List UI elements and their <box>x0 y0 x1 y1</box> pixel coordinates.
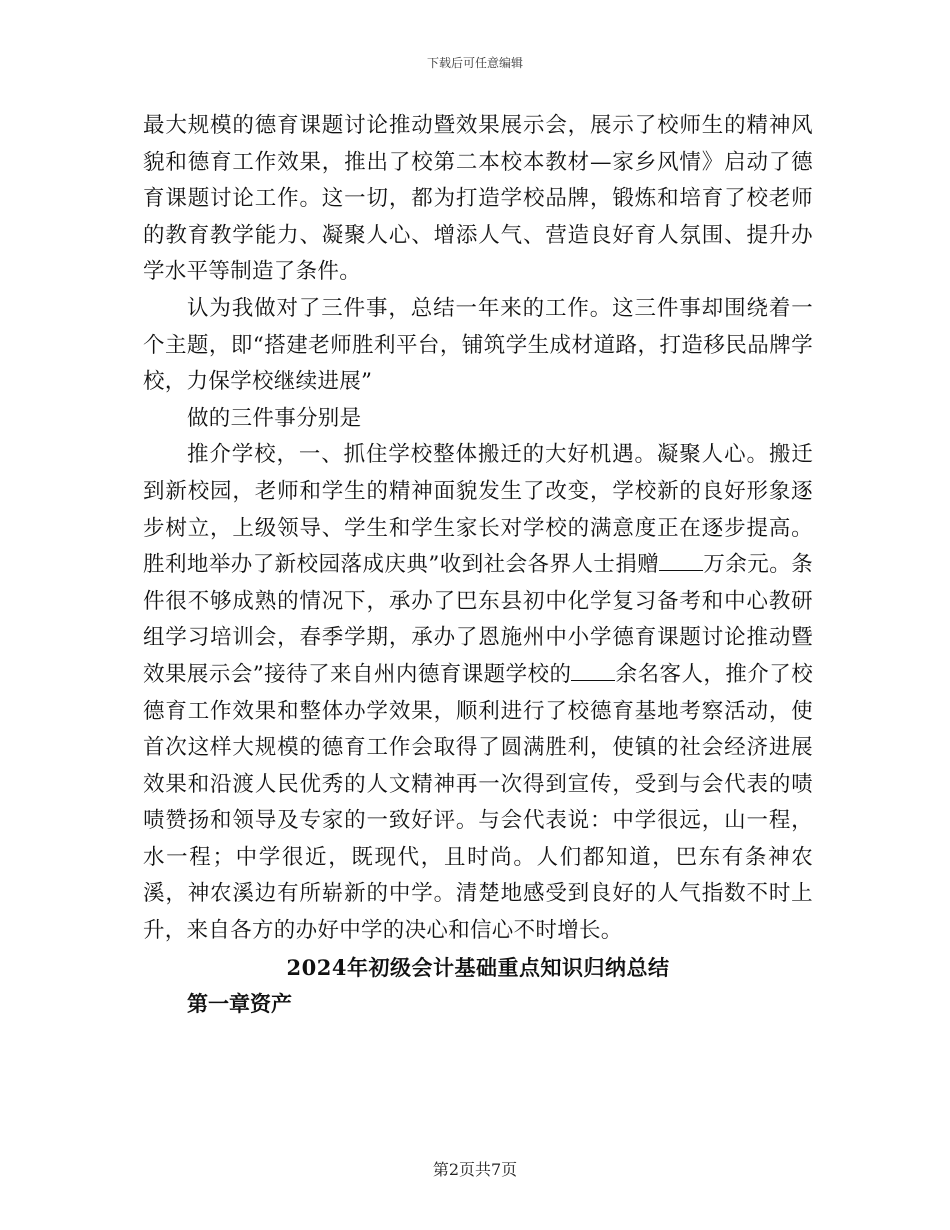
chapter-title: 第一章资产 <box>187 991 292 1017</box>
paragraph-text-part-2: 万余元。条件很不够成熟的情况下，承办了巴东县初中化学复习备考和中心教研组学习培训会，春季学期，承办了恩施州中小学德育课题讨论推动暨效果展示会”接待了来自州内德育课题学校的 <box>143 552 813 687</box>
paragraph-promote-school <box>143 437 813 949</box>
paragraph-text-part-3: 余名客人，推介了校德育工作效果和整体办学效果，顺利进行了校德育基地考察活动，使首次这样大规模的德育工作会取得了圆满胜利，使镇的社会经济进展效果和沿渡人民优秀的人文精神再一次得到宣传，受到与会代表的啧啧赞扬和领导及专家的一致好评。与会代表说：中学很远，山一程，水一程；中学很近，既现代，且时尚。人们都知道，巴东有条神农溪，神农溪边有所崭新的中学。清楚地感受到良好的人气指数不时上升，来自各方的办好中学的决心和信心不时增长。 <box>143 661 814 944</box>
page-number: 第2页共7页 <box>432 1160 518 1179</box>
paragraph-list-intro: 做的三件事分别是 <box>187 405 362 431</box>
fill-in-blank-guests <box>571 660 615 681</box>
document-body <box>143 108 813 1023</box>
fill-in-blank-amount <box>659 550 703 571</box>
paragraph-three-things: 认为我做对了三件事，总结一年来的工作。这三件事却围绕着一个主题，即“搭建老师胜利平台，铺筑学生成材道路，打造移民品牌学校，力保学校继续进展” <box>143 295 813 395</box>
section-title: 2024年初级会计基础重点知识归纳总结 <box>286 954 670 980</box>
paragraph-continuation: 最大规模的德育课题讨论推动暨效果展示会，展示了校师生的精神风貌和德育工作效果，推出了校第二本校本教材—家乡风情》启动了德育课题讨论工作。这一切，都为打造学校品牌，锻炼和培育了校老师的教育教学能力、凝聚人心、增添人气、营造良好育人氛围、提升办学水平等制造了条件。 <box>143 113 813 285</box>
paragraph-text-part-1: 推介学校，一、抓住学校整体搬迁的大好机遇。凝聚人心。搬迁到新校园，老师和学生的精神面貌发生了改变，学校新的良好形象逐步树立，上级领导、学生和学生家长对学校的满意度正在逐步提高。胜利地举办了新校园落成庆典”收到社会各界人士捐赠 <box>143 442 813 578</box>
header-note: 下载后可任意编辑 <box>426 56 523 70</box>
